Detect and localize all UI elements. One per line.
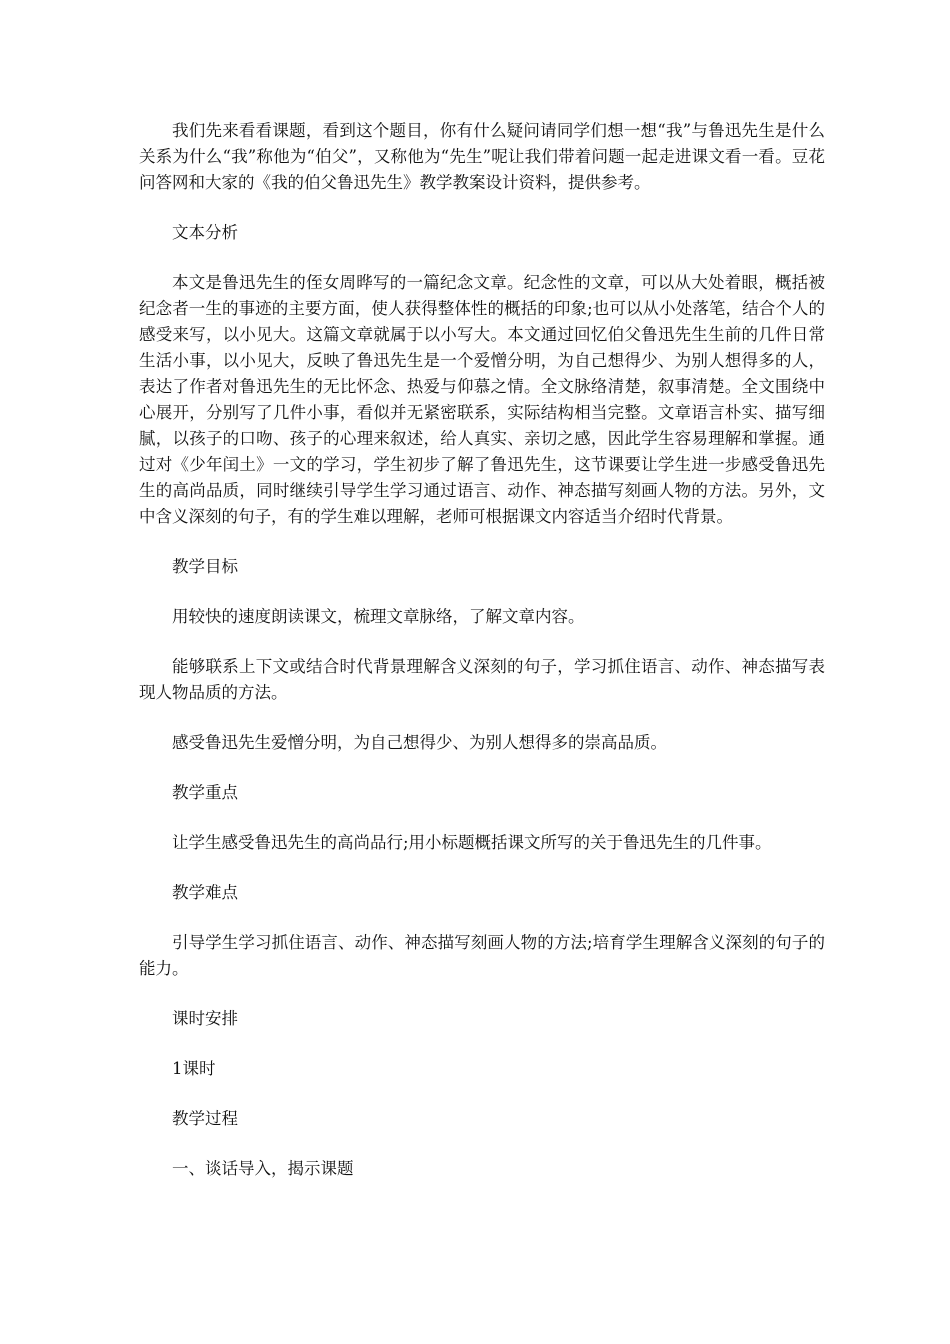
heading-schedule: 课时安排: [172, 1009, 238, 1028]
analysis-paragraph: 本文是鲁迅先生的侄女周晔写的一篇纪念文章。纪念性的文章，可以从大处着眼，概括被纪念者一生的事迹的主要方面，使人获得整体性的概括的印象;也可以从小处落笔，结合个人的感受来写，以小见大。这篇文章就属于以小写大。本文通过回忆伯父鲁迅先生生前的几件日常生活小事，以小见大，反映了鲁迅先生是一个爱憎分明，为自己想得少、为别人想得多的人，表达了作者对鲁迅先生的无比怀念、热爱与仰慕之情。全文脉络清楚，叙事清楚。全文围绕中心展开，分别写了几件小事，看似并无紧密联系，实际结构相当完整。文章语言朴实、描写细腻，以孩子的口吻、孩子的心理来叙述，给人真实、亲切之感，因此学生容易理解和掌握。通过对《少年闰土》一文的学习，学生初步了解了鲁迅先生，这节课要让学生进一步感受鲁迅先生的高尚品质，同时继续引导学生学习通过语言、动作、神态描写刻画人物的方法。另外，文中含义深刻的句子，有的学生难以理解，老师可根据课文内容适当介绍时代背景。: [139, 273, 825, 526]
heading-process: 教学过程: [172, 1109, 238, 1128]
key-points-paragraph: 让学生感受鲁迅先生的高尚品行;用小标题概括课文所写的关于鲁迅先生的几件事。: [172, 833, 772, 852]
goal-item-2: 能够联系上下文或结合时代背景理解含义深刻的句子，学习抓住语言、动作、神态描写表现人物品质的方法。: [139, 657, 825, 702]
process-step-1: 一、谈话导入，揭示课题: [172, 1159, 354, 1178]
intro-paragraph: 我们先来看看课题，看到这个题目，你有什么疑问请同学们想一想“我”与鲁迅先生是什么关系为什么“我”称他为“伯父”，又称他为“先生”呢让我们带着问题一起走进课文看一看。豆花问答网和大家的《我的伯父鲁迅先生》教学教案设计资料，提供参考。: [139, 121, 825, 192]
schedule-paragraph: 1课时: [172, 1059, 216, 1078]
heading-text-analysis: 文本分析: [172, 223, 238, 242]
difficulties-paragraph: 引导学生学习抓住语言、动作、神态描写刻画人物的方法;培育学生理解含义深刻的句子的能力。: [139, 933, 825, 978]
heading-difficulties: 教学难点: [172, 883, 238, 902]
document-body: [139, 118, 825, 1206]
goal-item-1: 用较快的速度朗读课文，梳理文章脉络，了解文章内容。: [172, 607, 585, 626]
heading-key-points: 教学重点: [172, 783, 238, 802]
heading-teaching-goals: 教学目标: [172, 557, 238, 576]
goal-item-3: 感受鲁迅先生爱憎分明，为自己想得少、为别人想得多的崇高品质。: [172, 733, 667, 752]
